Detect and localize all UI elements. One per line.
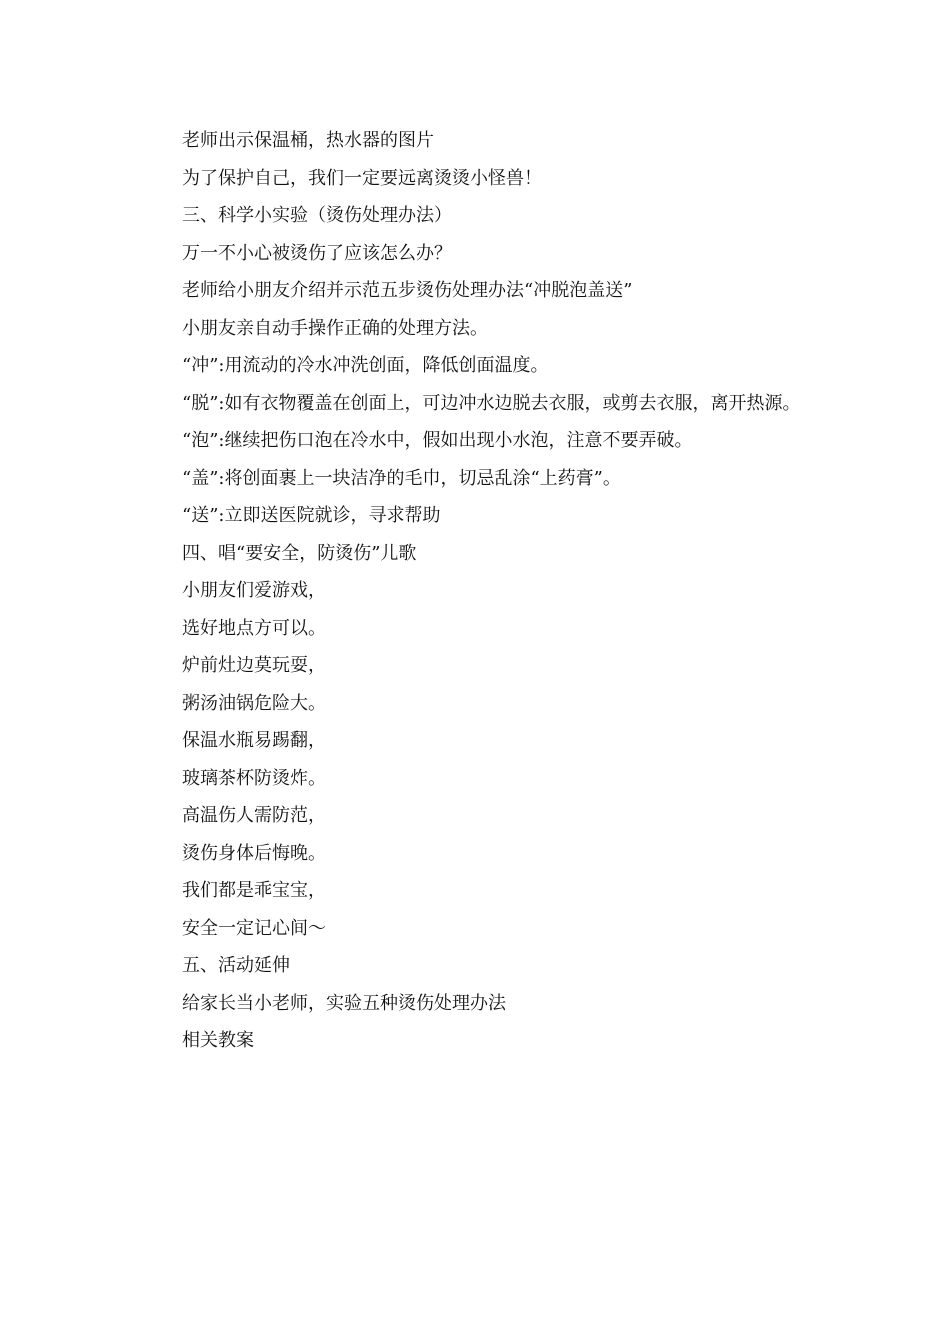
song-line: 烫伤身体后悔晚。 xyxy=(182,842,326,864)
song-line: 粥汤油锅危险大。 xyxy=(182,692,326,714)
paragraph-question: 万一不小心被烫伤了应该怎么办？ xyxy=(182,242,452,264)
song-line: 玻璃茶杯防烫炸。 xyxy=(182,767,326,789)
document-body xyxy=(144,122,808,1060)
song-line: 炉前灶边莫玩耍， xyxy=(182,655,326,676)
step-soak: “泡”:继续把伤口泡在冷水中，假如出现小水泡，注意不要弄破。 xyxy=(182,430,693,451)
related-lessons-label: 相关教案 xyxy=(182,1030,254,1051)
paragraph-protect-self: 为了保护自己，我们一定要远离烫烫小怪兽！ xyxy=(182,167,542,189)
song-line: 安全一定记心间～ xyxy=(182,917,326,939)
song-line: 保温水瓶易踢翻， xyxy=(182,730,326,751)
step-send: “送”:立即送医院就诊，寻求帮助 xyxy=(182,505,441,526)
song-line: 高温伤人需防范， xyxy=(182,805,326,826)
paragraph-five-steps: 老师给小朋友介绍并示范五步烫伤处理办法“冲脱泡盖送” xyxy=(182,280,633,301)
paragraph-hands-on: 小朋友亲自动手操作正确的处理方法。 xyxy=(182,317,488,339)
section-heading-extension: 五、活动延伸 xyxy=(182,955,290,976)
song-line: 选好地点方可以。 xyxy=(182,617,326,639)
section-heading-experiment: 三、科学小实验（烫伤处理办法） xyxy=(182,205,452,226)
paragraph-intro-image: 老师出示保温桶，热水器的图片 xyxy=(182,130,434,151)
song-line: 小朋友们爱游戏， xyxy=(182,580,326,601)
song-line: 我们都是乖宝宝， xyxy=(182,880,326,901)
paragraph-extension: 给家长当小老师，实验五种烫伤处理办法 xyxy=(182,992,506,1014)
step-rinse: “冲”:用流动的冷水冲洗创面，降低创面温度。 xyxy=(182,355,549,376)
step-remove: “脱”:如有衣物覆盖在创面上，可边冲水边脱去衣服，或剪去衣服，离开热源。 xyxy=(182,392,801,414)
step-cover: “盖”:将创面裹上一块洁净的毛巾，切忌乱涂“上药膏”。 xyxy=(182,467,621,489)
section-heading-song: 四、唱“要安全，防烫伤”儿歌 xyxy=(182,542,417,564)
